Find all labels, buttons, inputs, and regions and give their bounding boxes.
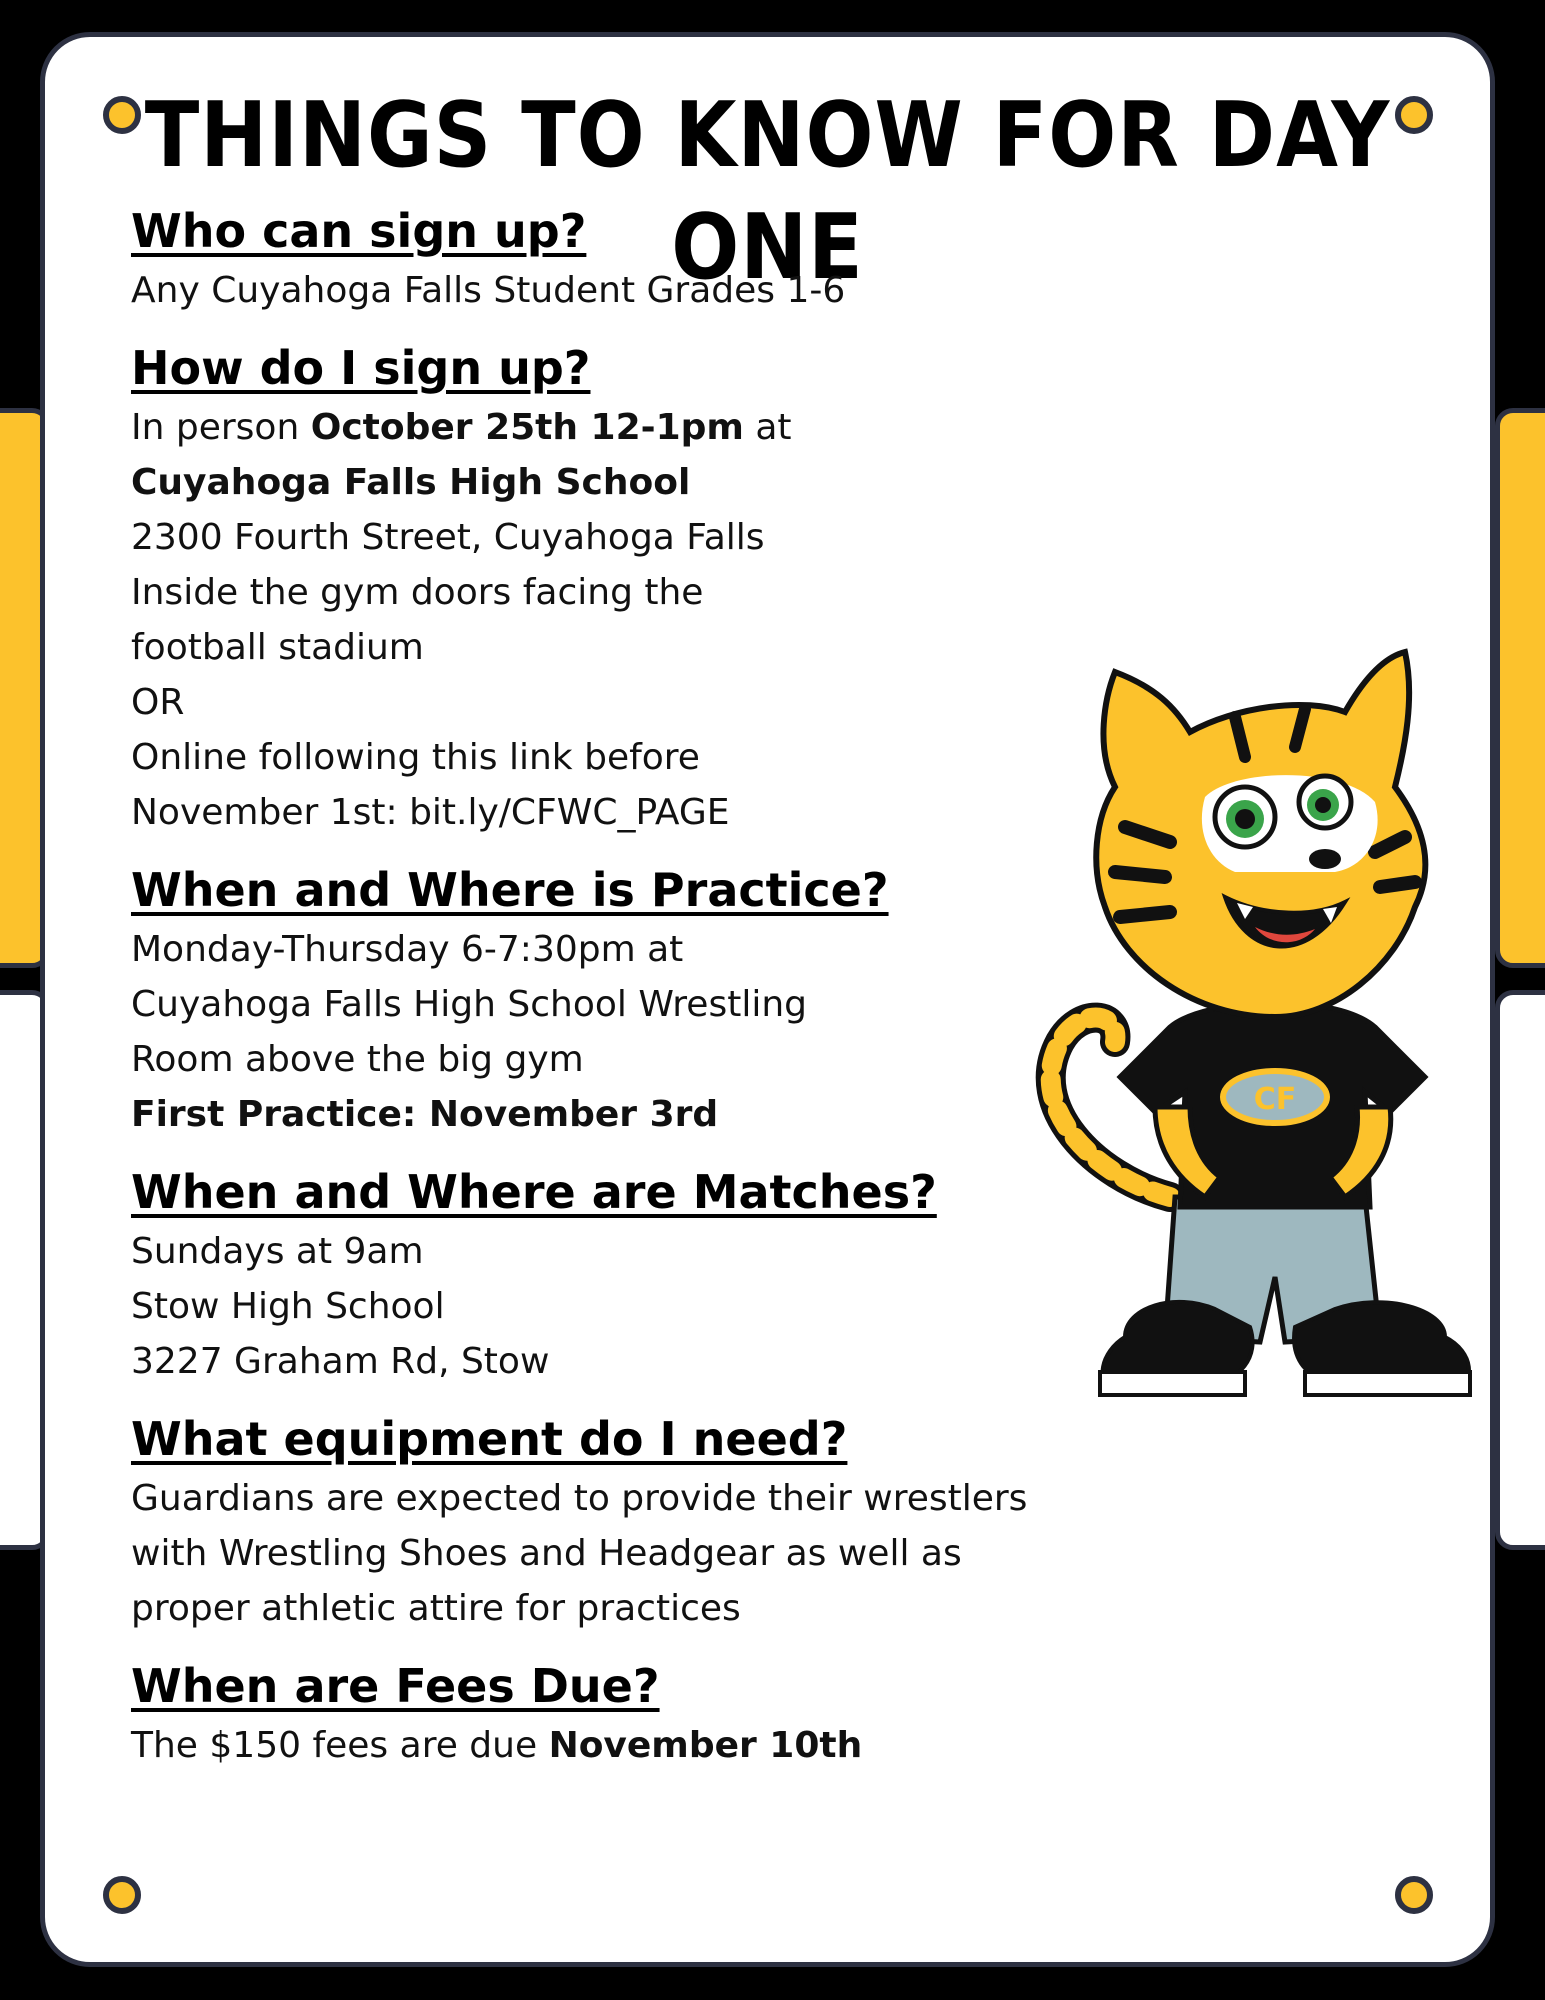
text-span: The $150 fees are due xyxy=(131,1725,549,1766)
section-who xyxy=(131,199,1131,318)
section-text: Inside the gym doors facing the xyxy=(131,572,704,613)
section-text: with Wrestling Shoes and Headgear as well as xyxy=(131,1533,962,1574)
section-heading: When are Fees Due? xyxy=(131,1659,660,1713)
rivet-icon xyxy=(1395,1876,1433,1914)
signup-location: Cuyahoga Falls High School xyxy=(131,462,691,503)
rivet-icon xyxy=(103,1876,141,1914)
text-span: In person xyxy=(131,407,311,448)
section-matches xyxy=(131,1160,1131,1389)
first-practice-date: First Practice: November 3rd xyxy=(131,1094,719,1135)
signup-date: October 25th 12-1pm xyxy=(310,407,744,448)
section-heading: When and Where are Matches? xyxy=(131,1165,937,1219)
shirt-logo: CF xyxy=(1253,1082,1297,1117)
section-text: football stadium xyxy=(131,627,424,668)
signup-link-text: November 1st: bit.ly/CFWC_PAGE xyxy=(131,792,730,833)
section-heading: How do I sign up? xyxy=(131,341,591,395)
section-text: 3227 Graham Rd, Stow xyxy=(131,1341,550,1382)
section-text: Monday-Thursday 6-7:30pm at xyxy=(131,929,684,970)
section-text: Room above the big gym xyxy=(131,1039,584,1080)
section-heading: When and Where is Practice? xyxy=(131,863,889,917)
tiger-mascot-illustration xyxy=(1005,637,1525,1417)
text-span: at xyxy=(743,407,792,448)
fees-due-date: November 10th xyxy=(548,1725,863,1766)
section-text: OR xyxy=(131,682,185,723)
section-text: 2300 Fourth Street, Cuyahoga Falls xyxy=(131,517,765,558)
section-text: Guardians are expected to provide their wrestlers xyxy=(131,1478,1028,1519)
section-practice xyxy=(131,858,1131,1142)
section-text: proper athletic attire for practices xyxy=(131,1588,741,1629)
section-text: Online following this link before xyxy=(131,737,700,778)
info-card xyxy=(40,32,1495,1967)
section-text: Sundays at 9am xyxy=(131,1231,424,1272)
section-text xyxy=(131,1718,1131,1773)
section-heading: What equipment do I need? xyxy=(131,1412,848,1466)
section-fees xyxy=(131,1654,1131,1773)
section-text: Cuyahoga Falls High School Wrestling xyxy=(131,984,808,1025)
section-text: Any Cuyahoga Falls Student Grades 1-6 xyxy=(131,270,846,311)
section-text: Stow High School xyxy=(131,1286,445,1327)
section-heading: Who can sign up? xyxy=(131,204,587,258)
section-text xyxy=(131,400,1131,455)
info-sections xyxy=(131,199,1131,1791)
page-title: THINGS TO KNOW FOR DAY ONE xyxy=(144,83,1391,300)
section-equipment xyxy=(131,1407,1131,1636)
section-how xyxy=(131,336,1131,840)
